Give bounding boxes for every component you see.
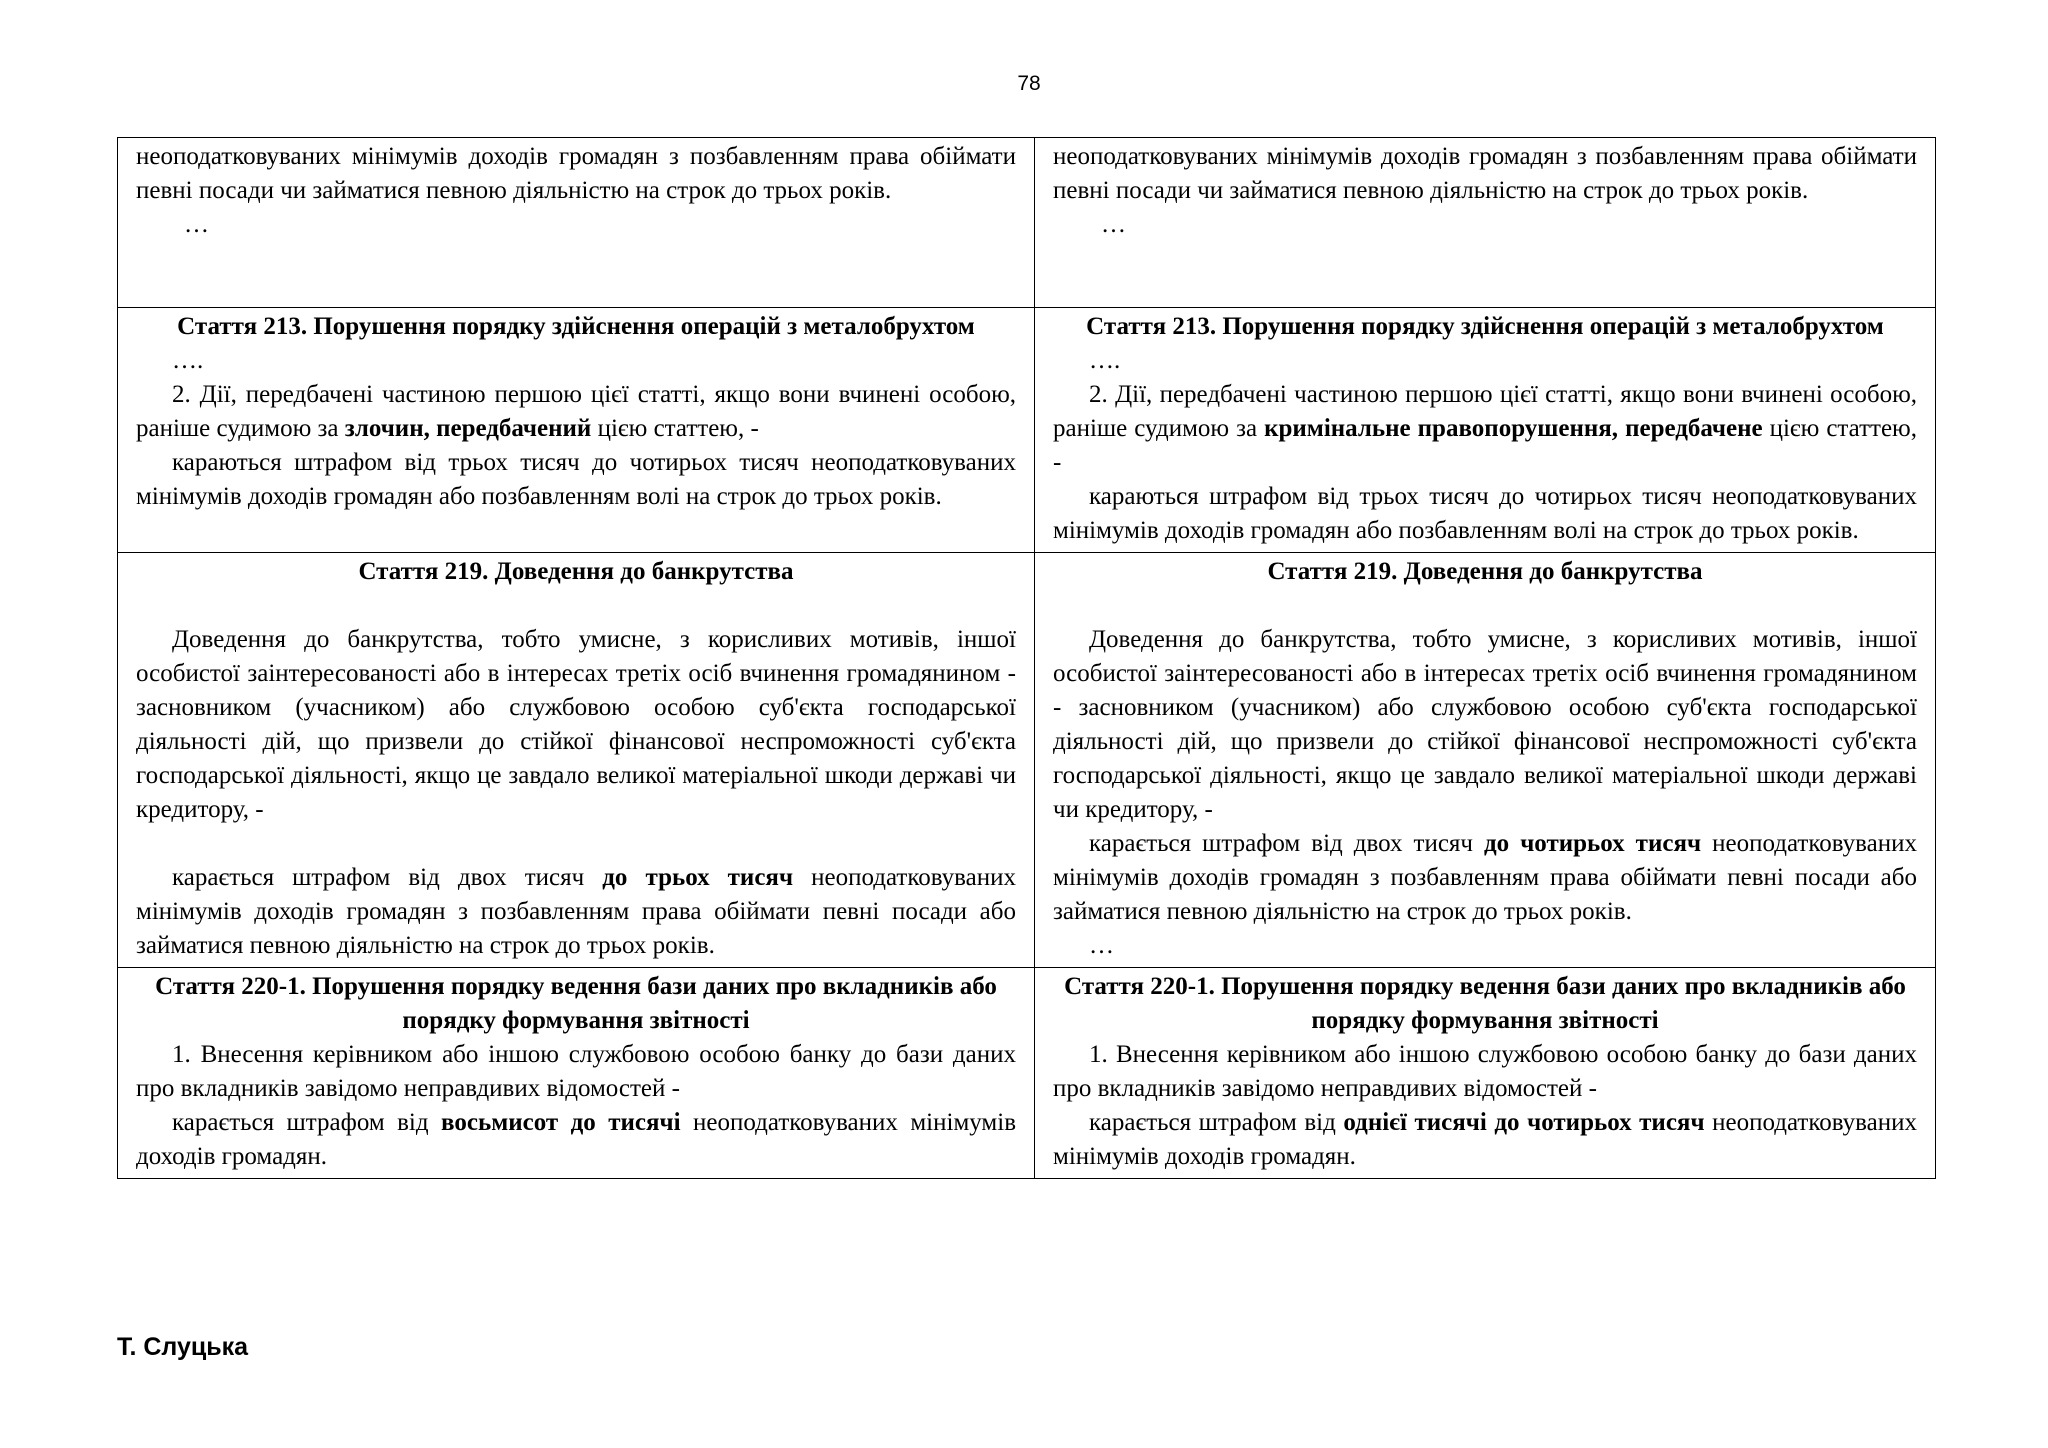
text-segment: карається штрафом від [172,1109,442,1136]
changed-text: до трьох тисяч [602,864,794,891]
changed-text: кримінальне правопорушення, передбачене [1264,415,1763,442]
table-row [118,968,1936,1179]
table-row [118,138,1936,308]
proposed-text-cell [1035,968,1936,1179]
changed-text: восьмисот до тисячі [441,1109,681,1136]
paragraph [1053,1106,1917,1174]
current-text-cell [118,968,1035,1179]
proposed-text-cell [1035,308,1936,553]
article-heading: Стаття 213. Порушення порядку здійснення операцій з металобрухтом [1086,313,1884,340]
article-heading: Стаття 219. Доведення до банкрутства [358,558,794,585]
proposed-text-cell [1035,553,1936,968]
paragraph: неоподатковуваних мінімумів доходів громадян з позбавленням права обіймати певні посади чи займатися певною діяльністю на строк до трьох років. [1053,143,1917,204]
paragraph [136,1106,1016,1174]
paragraph: неоподатковуваних мінімумів доходів громадян з позбавленням права обіймати певні посади чи займатися певною діяльністю на строк до трьох років. [136,143,1016,204]
paragraph [1053,827,1917,929]
ellipsis: … [184,211,209,238]
text-segment: неоподатковуваних мінімумів доходів громадян. [1053,1109,1918,1170]
article-heading: Стаття 219. Доведення до банкрутства [1267,558,1703,585]
ellipsis: … [1089,932,1114,959]
table-row [118,553,1936,968]
ellipsis: …. [1089,347,1121,374]
text-segment: 2. Дії, передбачені частиною першою цієї статті, якщо вони вчинені особою, раніше судимою за [1053,381,1917,442]
paragraph [1053,378,1917,480]
article-heading: Стаття 213. Порушення порядку здійснення операцій з металобрухтом [177,313,975,340]
current-text-cell [118,138,1035,308]
text-segment: неоподатковуваних мінімумів доходів громадян з позбавленням права обіймати певні посади або займатися певною діяльністю на строк до трьох років. [1053,830,1917,925]
changed-text: однієї тисячі до чотирьох тисяч [1343,1109,1705,1136]
changed-text: злочин, передбачений [344,415,592,442]
current-text-cell [118,553,1035,968]
text-segment: карається штрафом від двох тисяч [172,864,603,891]
comparison-table [117,137,1936,1179]
text-segment: неоподатковуваних мінімумів доходів громадян з позбавленням права обіймати певні посади або займатися певною діяльністю на строк до трьох років. [136,864,1016,959]
text-segment: цією статтею, - [591,415,759,442]
text-segment: неоподатковуваних мінімумів доходів громадян. [136,1109,1017,1170]
paragraph [136,861,1016,963]
text-segment: карається штрафом від двох тисяч [1089,830,1485,857]
paragraph: 1. Внесення керівником або іншою службовою особою банку до бази даних про вкладників завідомо неправдивих відомостей - [136,1041,1016,1102]
ellipsis: … [1101,211,1126,238]
text-segment: 2. Дії, передбачені частиною першою цієї статті, якщо вони вчинені особою, раніше судимою за [136,381,1016,442]
paragraph: караються штрафом від трьох тисяч до чотирьох тисяч неоподатковуваних мінімумів доходів громадян або позбавленням волі на строк до трьох років. [1053,483,1917,544]
paragraph: караються штрафом від трьох тисяч до чотирьох тисяч неоподатковуваних мінімумів доходів громадян або позбавленням волі на строк до трьох років. [136,449,1016,510]
paragraph [136,378,1016,446]
ellipsis: …. [172,347,204,374]
paragraph: Доведення до банкрутства, тобто умисне, з корисливих мотивів, іншої особистої заінтересованості або в інтересах третіх осіб вчинення громадянином - засновником (учасником) або службовою особою суб'єкта господарської діяльності дій, що призвели до стійкої фінансової неспроможності суб'єкта господарської діяльності, якщо це завдало великої матеріальної шкоди державі чи кредитору, - [136,626,1016,823]
table-row [118,308,1936,553]
proposed-text-cell [1035,138,1936,308]
page-number: 78 [1017,72,1041,95]
text-segment: цією статтею, - [1053,415,1917,476]
current-text-cell [118,308,1035,553]
paragraph: 1. Внесення керівником або іншою службовою особою банку до бази даних про вкладників завідомо неправдивих відомостей - [1053,1041,1917,1102]
text-segment: карається штрафом від [1089,1109,1344,1136]
changed-text: до чотирьох тисяч [1484,830,1702,857]
article-heading: Стаття 220-1. Порушення порядку ведення бази даних про вкладників або порядку формування звітності [155,973,997,1034]
signature: Т. Слуцька [117,1333,249,1361]
paragraph: Доведення до банкрутства, тобто умисне, з корисливих мотивів, іншої особистої заінтересованості або в інтересах третіх осіб вчинення громадянином - засновником (учасником) або службовою особою суб'єкта господарської діяльності дій, що призвели до стійкої фінансової неспроможності суб'єкта господарської діяльності, якщо це завдало великої матеріальної шкоди державі чи кредитору, - [1053,626,1917,823]
article-heading: Стаття 220-1. Порушення порядку ведення бази даних про вкладників або порядку формування звітності [1064,973,1906,1034]
